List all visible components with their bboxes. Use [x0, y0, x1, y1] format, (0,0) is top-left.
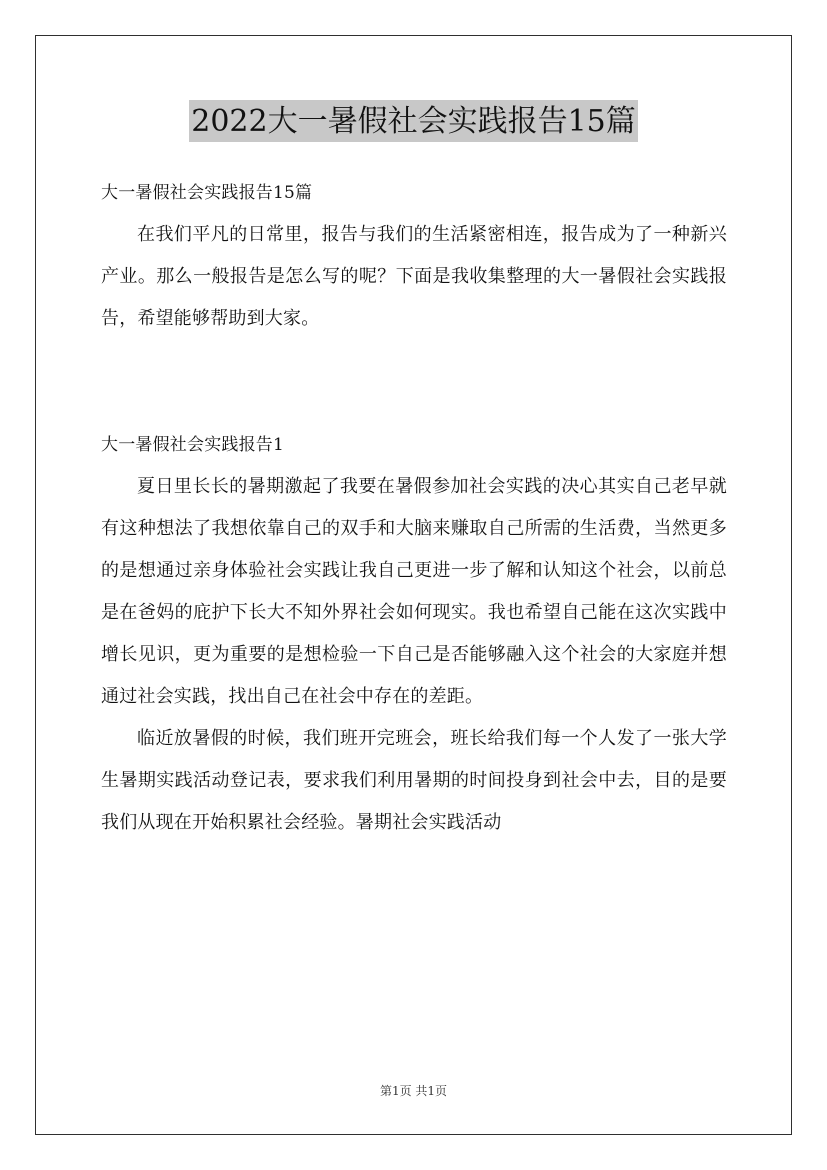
page-footer: 第1页 共1页	[379, 1084, 448, 1098]
body-paragraph: 夏日里长长的暑期激起了我要在暑假参加社会实践的决心其实自己老早就有这种想法了我想依靠自己的双手和大脑来赚取自己所需的生活费，当然更多的是想通过亲身体验社会实践让我自己更进一步了解和认知这个社会，以前总是在爸妈的庇护下长大不知外界社会如何现实。我也希望自己能在这次实践中增长见识，更为重要的是想检验一下自己是否能够融入这个社会的大家庭并想通过社会实践，找出自己在社会中存在的差距。	[101, 476, 727, 707]
document-title-wrap	[0, 100, 827, 142]
document-body	[101, 172, 727, 844]
section-heading: 大一暑假社会实践报告1	[101, 435, 285, 455]
document-title: 2022大一暑假社会实践报告15篇	[189, 100, 638, 142]
section-spacer	[101, 340, 727, 424]
document-subtitle: 大一暑假社会实践报告15篇	[101, 183, 313, 203]
body-paragraph: 临近放暑假的时候，我们班开完班会，班长给我们每一个人发了一张大学生暑期实践活动登记表，要求我们利用暑期的时间投身到社会中去，目的是要我们从现在开始积累社会经验。暑期社会实践活动	[101, 728, 727, 833]
intro-paragraph: 在我们平凡的日常里，报告与我们的生活紧密相连，报告成为了一种新兴产业。那么一般报告是怎么写的呢？下面是我收集整理的大一暑假社会实践报告，希望能够帮助到大家。	[101, 224, 727, 329]
